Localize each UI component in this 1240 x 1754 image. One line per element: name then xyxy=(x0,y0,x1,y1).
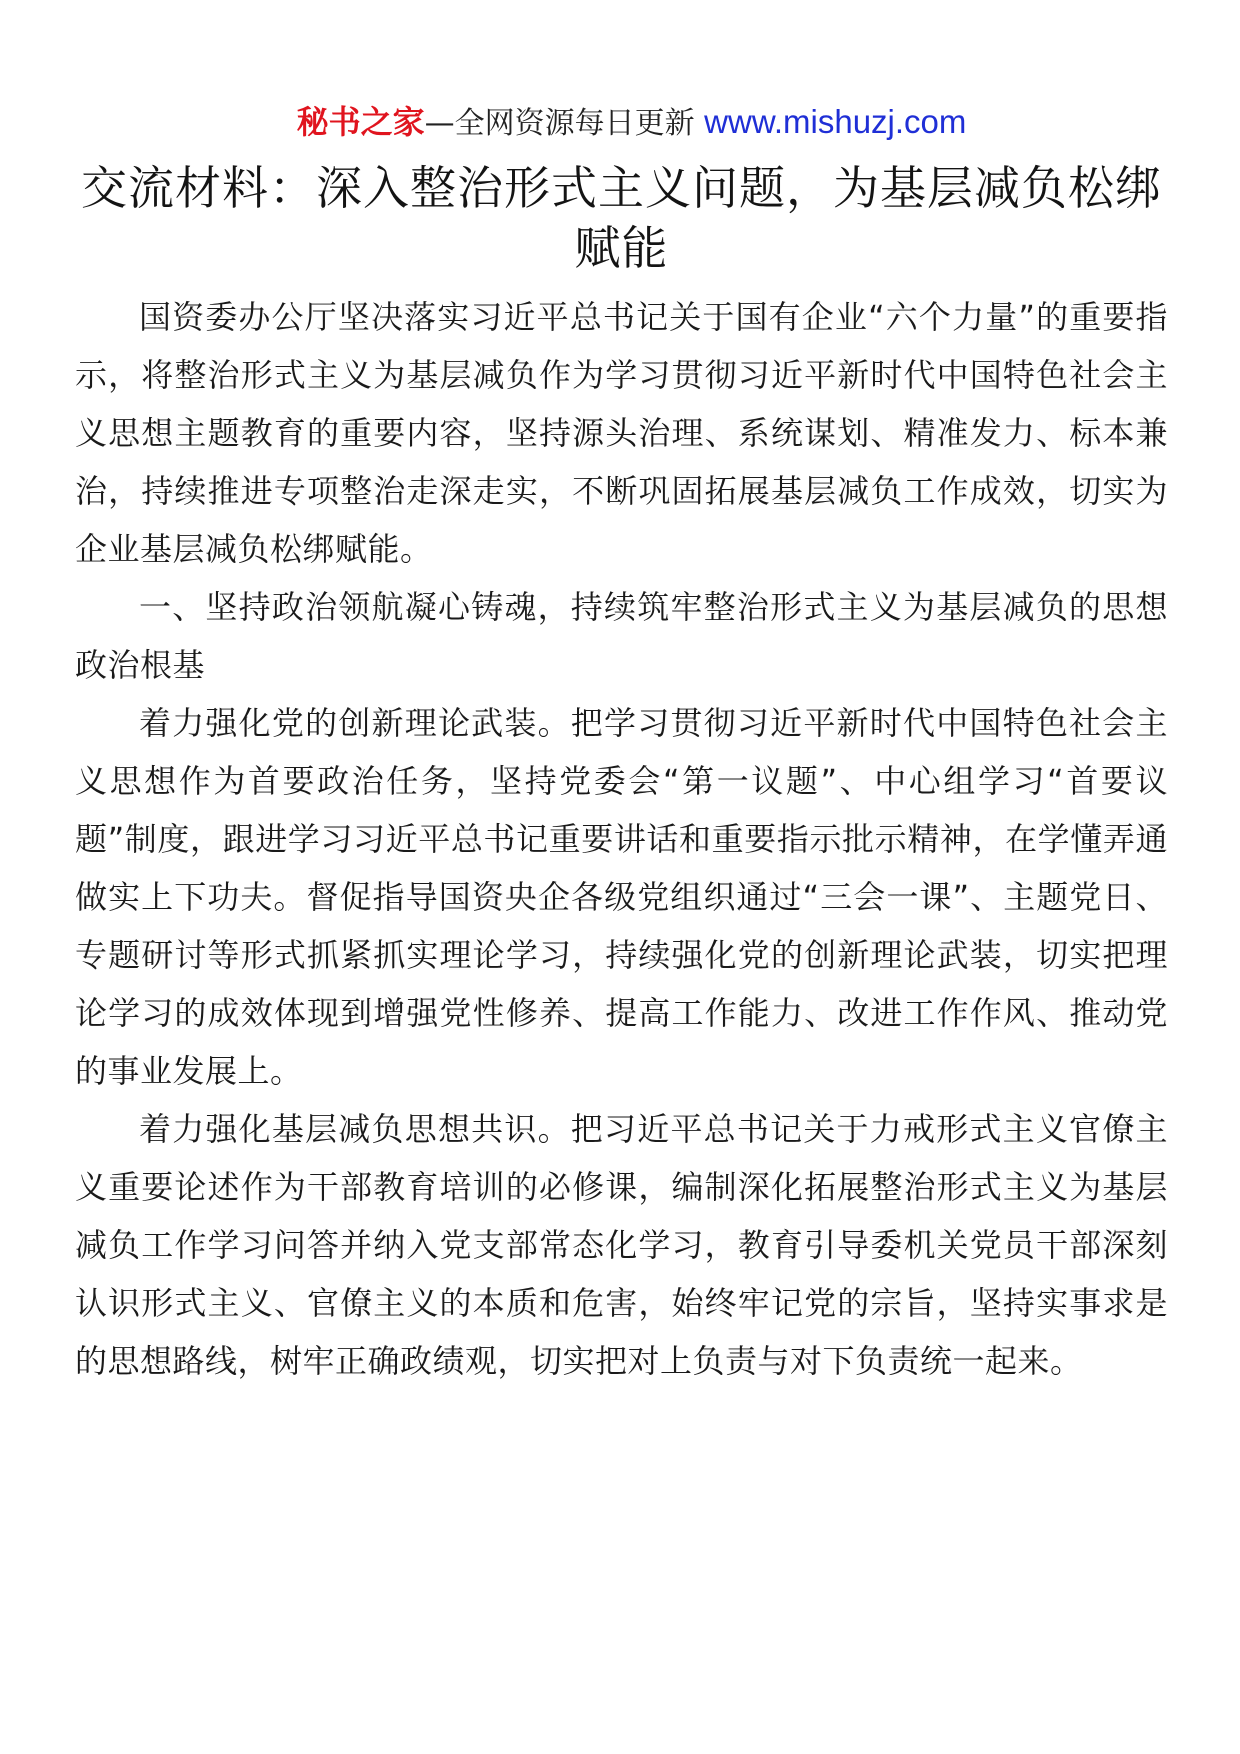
intro-paragraph: 国资委办公厅坚决落实习近平总书记关于国有企业“六个力量”的重要指示，将整治形式主义为基层减负作为学习贯彻习近平新时代中国特色社会主义思想主题教育的重要内容，坚持源头治理、系统谋划、精准发力、标本兼治，持续推进专项整治走深走实，不断巩固拓展基层减负工作成效，切实为企业基层减负松绑赋能。 xyxy=(75,298,1168,568)
body-paragraph: 着力强化党的创新理论武装。把学习贯彻习近平新时代中国特色社会主义思想作为首要政治任务，坚持党委会“第一议题”、中心组学习“首要议题”制度，跟进学习习近平总书记重要讲话和重要指示批示精神，在学懂弄通做实上下功夫。督促指导国资央企各级党组织通过“三会一课”、主题党日、专题研讨等形式抓紧抓实理论学习，持续强化党的创新理论武装，切实把理论学习的成效体现到增强党性修养、提高工作能力、改进工作作风、推动党的事业发展上。 xyxy=(75,704,1168,1090)
section-heading: 一、坚持政治领航凝心铸魂，持续筑牢整治形式主义为基层减负的思想政治根基 xyxy=(75,588,1168,684)
site-url-link[interactable]: www.mishuzj.com xyxy=(704,103,967,140)
site-header xyxy=(95,98,1168,146)
brand-name: 秘书之家 xyxy=(296,103,425,141)
header-slogan: —全网资源每日更新 xyxy=(424,106,695,141)
body-paragraph: 着力强化基层减负思想共识。把习近平总书记关于力戒形式主义官僚主义重要论述作为干部教育培训的必修课，编制深化拓展整治形式主义为基层减负工作学习问答并纳入党支部常态化学习，教育引导委机关党员干部深刻认识形式主义、官僚主义的本质和危害，始终牢记党的宗旨，坚持实事求是的思想路线，树牢正确政绩观，切实把对上负责与对下负责统一起来。 xyxy=(75,1110,1168,1380)
document-title: 交流材料：深入整治形式主义问题，为基层减负松绑赋能 xyxy=(81,161,1162,275)
document-body xyxy=(75,288,1168,1390)
